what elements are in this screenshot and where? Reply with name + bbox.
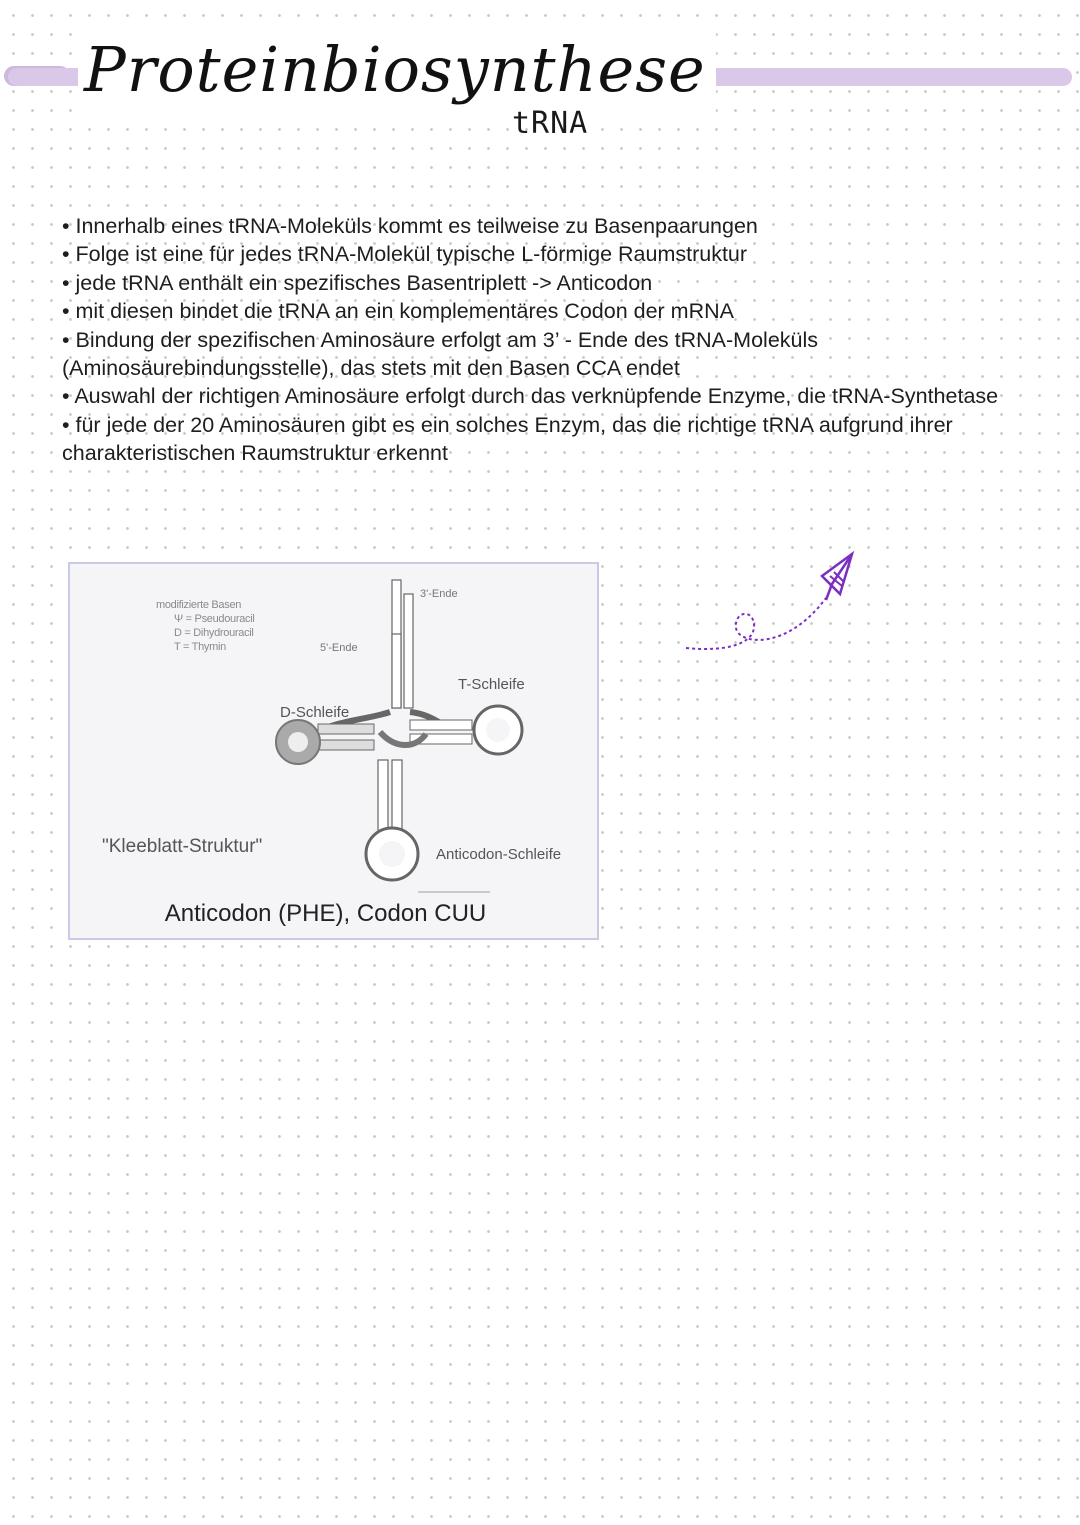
label-kleeblatt: "Kleeblatt-Struktur" xyxy=(102,836,263,857)
bullet-item: • jede tRNA enthält ein spezifisches Basentriplett -> Anticodon xyxy=(62,270,653,295)
bullet-item: • mit diesen bindet die tRNA an ein komplementäres Codon der mRNA xyxy=(62,299,734,324)
legend-item-dihydrouracil: D = Dihydrouracil xyxy=(174,627,254,639)
legend-title: modifizierte Basen xyxy=(156,599,242,611)
acceptor-stem xyxy=(392,580,413,708)
t-arm xyxy=(410,706,522,754)
label-anticodon-loop: Anticodon-Schleife xyxy=(436,846,562,863)
paper-plane-doodle xyxy=(676,540,866,670)
bullet-item: • Innerhalb eines tRNA-Moleküls kommt es teilweise zu Basenpaarungen xyxy=(62,214,758,238)
legend-item-thymin: T = Thymin xyxy=(174,641,226,653)
figure-caption: Anticodon (PHE), Codon CUU xyxy=(164,900,487,927)
legend-item-pseudouracil: Ψ = Pseudouracil xyxy=(174,613,255,625)
bullet-item: • Auswahl der richtigen Aminosäure erfolgt durch das verknüpfende Enzyme, die tRNA-Synthetase xyxy=(62,384,999,409)
label-5-end: 5'-Ende xyxy=(320,642,358,654)
anticodon-loop-center xyxy=(379,841,405,867)
trna-cloverleaf-diagram xyxy=(70,564,601,942)
trna-figure xyxy=(68,562,599,940)
bullet-item: • Folge ist eine für jedes tRNA-Molekül typische L-förmige Raumstruktur xyxy=(62,242,748,267)
label-d-loop: D-Schleife xyxy=(280,704,350,721)
legend xyxy=(156,598,255,654)
bullet-list xyxy=(62,212,1022,468)
dashed-loop-trail xyxy=(686,598,826,649)
page-title: Proteinbiosynthese xyxy=(78,28,716,112)
label-3-end: 3'-Ende xyxy=(420,588,458,600)
label-t-loop: T-Schleife xyxy=(458,676,525,693)
bullet-item: • für jede der 20 Aminosäuren gibt es ein solches Enzym, das die richtige tRNA aufgrund ihrer charakteristischen Raumstruktur erkennt xyxy=(62,412,953,466)
bullet-item: • Bindung der spezifischen Aminosäure erfolgt am 3’ - Ende des tRNA-Moleküls (Aminosäurebindungsstelle), das stets mit den Basen CCA endet xyxy=(62,327,819,381)
anticodon-stem xyxy=(378,760,402,832)
page-subtitle: tRNA xyxy=(512,106,589,141)
